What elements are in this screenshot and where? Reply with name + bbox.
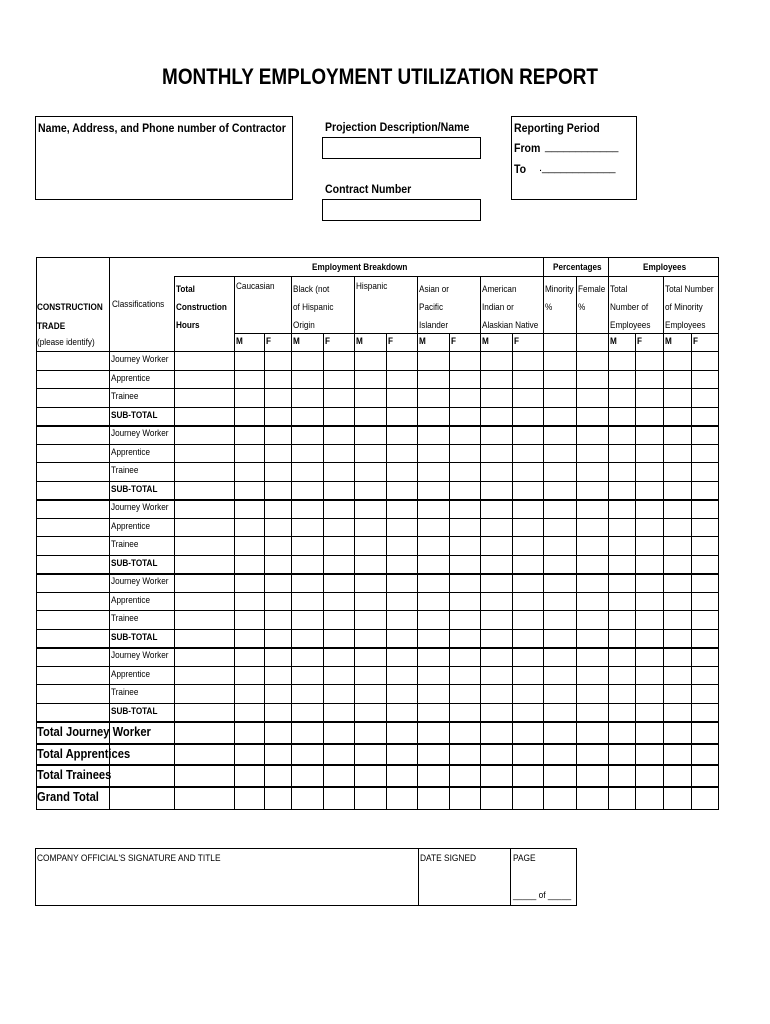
- contractor-label: Name, Address, and Phone number of Contractor: [38, 121, 286, 135]
- totals-row-label: Total Journey Worker: [37, 724, 151, 739]
- female-column-label: F: [266, 336, 271, 347]
- percentages-header: Percentages: [553, 262, 602, 273]
- employment-breakdown-header: Employment Breakdown: [312, 262, 408, 273]
- column-line: [234, 276, 235, 810]
- column-line: [174, 276, 175, 810]
- reporting-period-label: Reporting Period: [514, 121, 600, 135]
- female-column-label: F: [451, 336, 456, 347]
- female-column-label: F: [637, 336, 642, 347]
- row-line: [36, 629, 719, 630]
- total-employees-header: Total Number of Employees: [610, 284, 651, 331]
- totals-row-label: Total Apprentices: [37, 745, 131, 761]
- asian-header: Asian or Pacific Islander: [419, 284, 449, 331]
- classification-row-label: Apprentice: [111, 520, 151, 532]
- contractor-box[interactable]: [35, 116, 293, 200]
- female-percent-header: Female %: [578, 284, 606, 313]
- row-line: [36, 518, 719, 519]
- male-column-label: M: [610, 336, 617, 347]
- header-bottom: [36, 351, 234, 352]
- black-header: Black (not of Hispanic Origin: [293, 284, 334, 331]
- contract-field[interactable]: [322, 199, 481, 221]
- reporting-period-box: [511, 116, 637, 200]
- mf-divider: [386, 333, 387, 810]
- column-line: [417, 276, 418, 810]
- column-line: [480, 276, 481, 810]
- classification-row-label: Apprentice: [111, 446, 151, 458]
- page-of-field[interactable]: _____ of _____: [513, 890, 572, 901]
- hispanic-header: Hispanic: [356, 281, 388, 292]
- classification-row-label: Apprentice: [111, 372, 151, 384]
- project-label: Projection Description/Name: [325, 120, 470, 134]
- classification-row-label: Trainee: [111, 613, 139, 624]
- page-box: [510, 848, 577, 906]
- subtotal-row-label: SUB-TOTAL: [111, 409, 158, 421]
- male-column-label: M: [665, 336, 672, 347]
- classification-row-label: Apprentice: [111, 594, 151, 606]
- classification-row-label: Journey Worker: [111, 354, 169, 365]
- row-line: [36, 666, 719, 667]
- from-field[interactable]: ____________: [545, 141, 619, 153]
- date-signed-box[interactable]: [418, 848, 511, 906]
- signature-box[interactable]: [35, 848, 419, 906]
- group-separator: [36, 573, 719, 575]
- male-column-label: M: [419, 336, 426, 347]
- classifications-header: Classifications: [112, 299, 165, 310]
- row-line: [36, 444, 719, 445]
- row-line: [36, 370, 719, 371]
- project-field[interactable]: [322, 137, 481, 159]
- totals-row-label: Total Trainees: [37, 767, 112, 782]
- utilization-table: [36, 257, 719, 810]
- table-right: [718, 257, 719, 810]
- page-label: PAGE: [513, 853, 536, 864]
- classification-row-label: Journey Worker: [111, 428, 169, 439]
- totals-row-line: [36, 786, 719, 788]
- female-column-label: F: [325, 336, 330, 347]
- table-bottom: [36, 809, 719, 810]
- male-column-label: M: [236, 336, 243, 347]
- page-title: MONTHLY EMPLOYMENT UTILIZATION REPORT: [162, 64, 598, 89]
- mf-divider: [512, 333, 513, 810]
- classification-row-label: Journey Worker: [111, 650, 169, 661]
- table-top: [36, 257, 719, 258]
- subtotal-row-label: SUB-TOTAL: [111, 557, 158, 569]
- female-column-label: F: [693, 336, 698, 347]
- from-label: From: [514, 141, 541, 155]
- classification-row-label: Trainee: [111, 391, 139, 402]
- row-line: [36, 388, 719, 389]
- group-separator: [36, 425, 719, 427]
- classification-row-label: Trainee: [111, 465, 139, 476]
- to-field[interactable]: .____________: [539, 162, 616, 174]
- official-signature-label: COMPANY OFFICIAL'S SIGNATURE AND TITLE: [37, 853, 221, 864]
- column-line: [608, 257, 609, 810]
- employees-header: Employees: [643, 262, 687, 273]
- minority-percent-header: Minority %: [545, 284, 574, 313]
- group-separator: [36, 647, 719, 649]
- totals-row-line: [36, 764, 719, 766]
- row-line: [36, 536, 719, 537]
- subtotal-row-label: SUB-TOTAL: [111, 705, 158, 717]
- group-separator: [36, 721, 719, 723]
- caucasian-header: Caucasian: [236, 281, 275, 292]
- american-indian-header: American Indian or Alaskian Native: [482, 284, 539, 331]
- trade-header: CONSTRUCTION TRADE (please identify): [37, 302, 103, 348]
- totals-row-line: [36, 743, 719, 745]
- mf-row-line: [234, 333, 719, 334]
- female-column-label: F: [388, 336, 393, 347]
- total-hours-header: Total Construction Hours: [176, 284, 227, 331]
- row-line: [36, 462, 719, 463]
- mf-divider: [449, 333, 450, 810]
- male-column-label: M: [356, 336, 363, 347]
- contract-label: Contract Number: [325, 182, 412, 196]
- date-signed-label: DATE SIGNED: [420, 853, 477, 864]
- mf-divider: [264, 333, 265, 810]
- row-line: [36, 684, 719, 685]
- row-line: [36, 481, 719, 482]
- male-column-label: M: [293, 336, 300, 347]
- column-line: [663, 276, 664, 810]
- classification-row-label: Trainee: [111, 539, 139, 550]
- totals-row-label: Grand Total: [37, 788, 99, 804]
- column-line: [291, 276, 292, 810]
- total-minority-header: Total Number of Minority Employees: [665, 284, 714, 331]
- header-line: [174, 276, 719, 277]
- mf-divider: [323, 333, 324, 810]
- classification-row-label: Journey Worker: [111, 502, 169, 513]
- row-line: [36, 610, 719, 611]
- row-line: [36, 555, 719, 556]
- male-column-label: M: [482, 336, 489, 347]
- subtotal-row-label: SUB-TOTAL: [111, 483, 158, 495]
- column-line: [576, 276, 577, 810]
- mf-divider: [691, 333, 692, 810]
- row-line: [36, 407, 719, 408]
- female-column-label: F: [514, 336, 519, 347]
- classification-row-label: Apprentice: [111, 668, 151, 680]
- mf-divider: [635, 333, 636, 810]
- group-separator: [36, 499, 719, 501]
- column-line: [543, 257, 544, 810]
- classification-row-label: Journey Worker: [111, 576, 169, 587]
- mf-row-bottom: [234, 351, 719, 352]
- classification-row-label: Trainee: [111, 687, 139, 698]
- row-line: [36, 703, 719, 704]
- column-line: [354, 276, 355, 810]
- to-label: To: [514, 162, 527, 176]
- row-line: [36, 592, 719, 593]
- subtotal-row-label: SUB-TOTAL: [111, 631, 158, 643]
